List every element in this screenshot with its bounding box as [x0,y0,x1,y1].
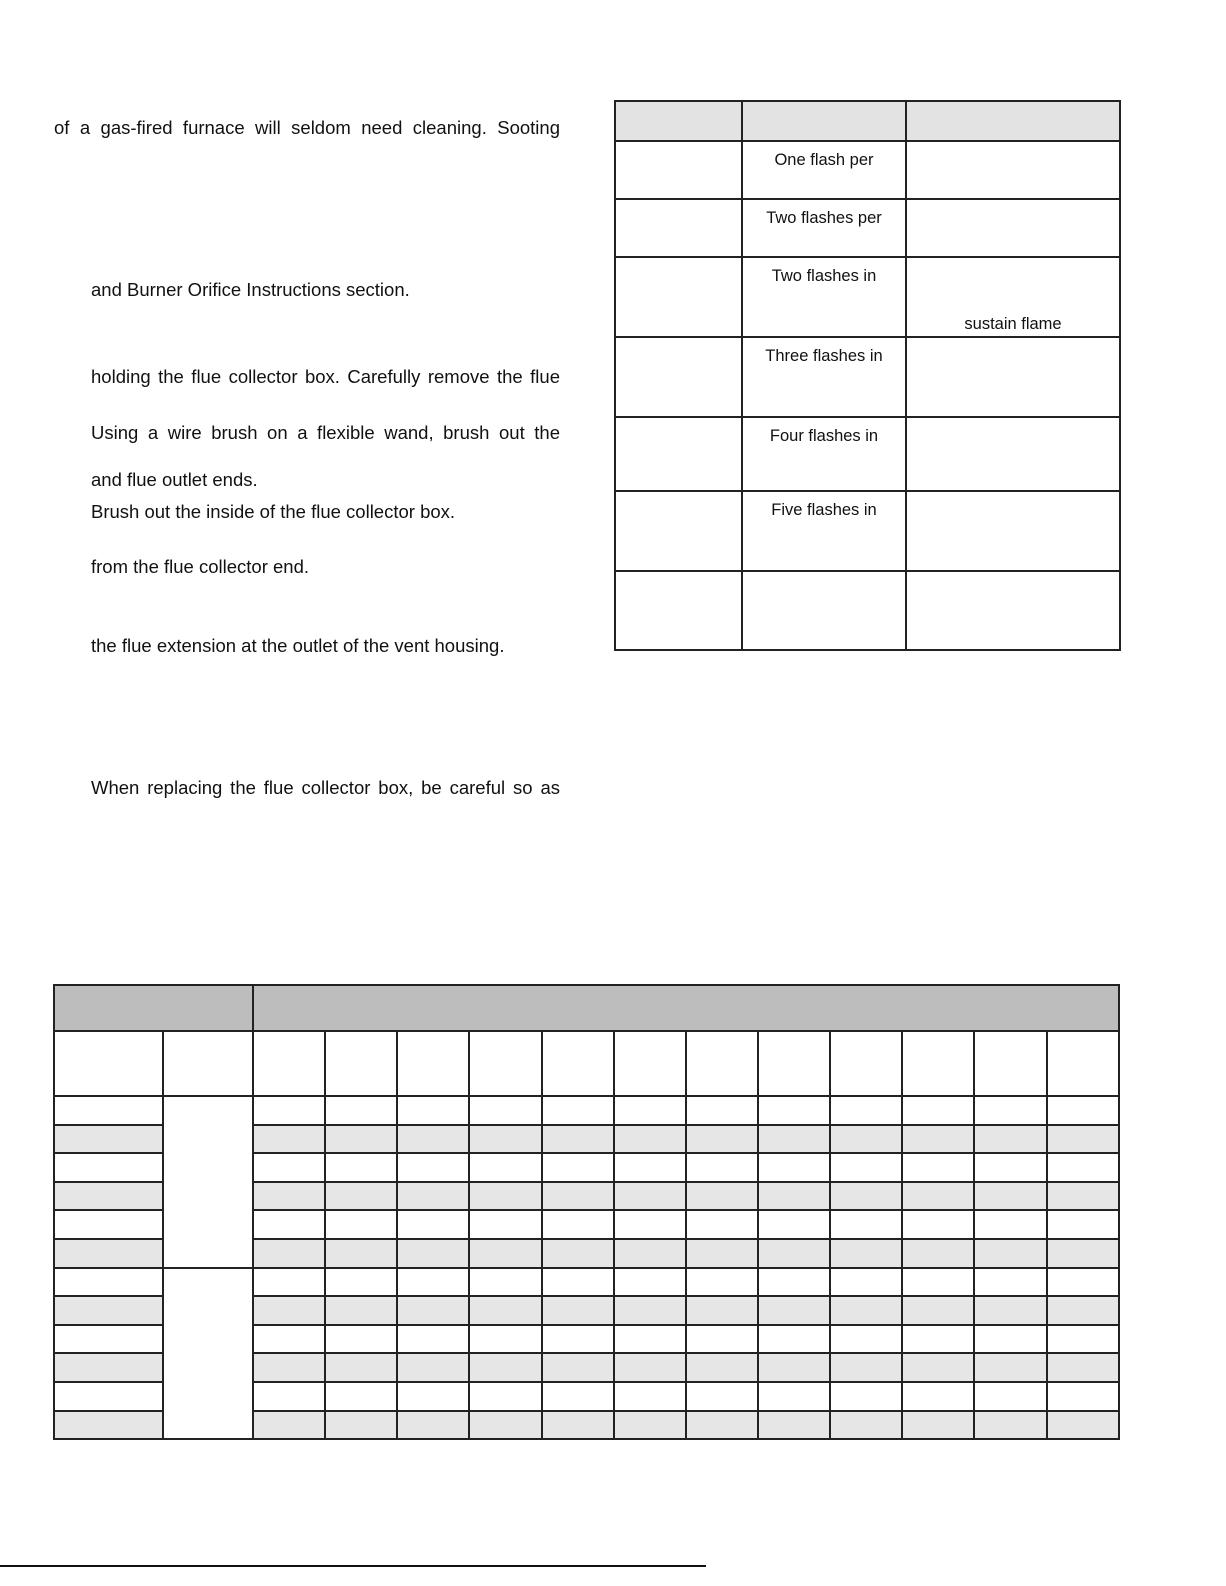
table-header-cell [54,985,253,1031]
table-cell [397,1182,469,1211]
table-cell [54,1239,163,1268]
table-cell [686,1353,758,1382]
table-cell [54,1353,163,1382]
body-text-line: holding the flue collector box. Carefully remove the flue [91,366,560,387]
table-cell [1047,1210,1119,1239]
table-subheader-row [54,1031,1119,1096]
table-cell [469,1210,542,1239]
table-subheader-cell [902,1031,974,1096]
table-cell [686,1325,758,1354]
table-header-cell [742,101,906,141]
table-cell [615,417,742,491]
table-cell [253,1153,325,1182]
table-cell [902,1353,974,1382]
table-cell [974,1239,1047,1268]
table-cell [974,1411,1047,1440]
table-cell [54,1382,163,1411]
orifice-grid-table [53,984,1120,1440]
table-cell [542,1210,614,1239]
table-header-cell [615,101,742,141]
table-cell [686,1153,758,1182]
table-cell [615,571,742,650]
table-cell [1047,1353,1119,1382]
table-subheader-cell [253,1031,325,1096]
table-cell [325,1239,397,1268]
table-row [615,141,1120,199]
table-cell [686,1096,758,1125]
table-cell [830,1125,902,1154]
table-cell [1047,1325,1119,1354]
table-cell [54,1411,163,1440]
table-cell [54,1268,163,1297]
table-cell [614,1239,686,1268]
table-cell [614,1210,686,1239]
table-cell [614,1382,686,1411]
table-cell [397,1153,469,1182]
table-cell [614,1353,686,1382]
table-cell [1047,1268,1119,1297]
table-cell [253,1096,325,1125]
table-cell [325,1210,397,1239]
body-text-line: and Burner Orifice Instructions section. [91,279,410,300]
table-cell [1047,1239,1119,1268]
table-cell [397,1411,469,1440]
table-cell [906,199,1120,257]
table-cell [758,1125,830,1154]
table-cell [54,1125,163,1154]
table-cell [469,1239,542,1268]
table-cell [325,1153,397,1182]
table-cell [906,417,1120,491]
table-cell [1047,1382,1119,1411]
table-cell [325,1268,397,1297]
table-cell [54,1096,163,1125]
table-cell [758,1239,830,1268]
table-cell [974,1153,1047,1182]
flash-code-text: Five flashes in [771,501,877,519]
table-cell [54,1153,163,1182]
table-cell [614,1411,686,1440]
diagnostic-flash-table [614,100,1121,651]
table-cell [830,1296,902,1325]
table-cell [758,1382,830,1411]
table-cell [469,1182,542,1211]
table-subheader-cell [830,1031,902,1096]
flash-code-text: Three flashes in [765,347,883,365]
footer-rule [0,1565,706,1567]
table-cell [325,1382,397,1411]
table-cell [758,1182,830,1211]
table-subheader-cell [614,1031,686,1096]
flash-code-cell [742,571,906,650]
table-cell [686,1239,758,1268]
table-cell [615,491,742,571]
table-cell [758,1268,830,1297]
table-cell [1047,1096,1119,1125]
table-header-row [54,985,1119,1031]
table-cell [686,1411,758,1440]
table-cell [902,1239,974,1268]
table-cell [758,1210,830,1239]
flash-code-cell [742,141,906,199]
body-text-line: from the flue collector end. [91,556,309,577]
table-row [615,337,1120,417]
table-cell [830,1182,902,1211]
table-cell [974,1382,1047,1411]
table-subheader-cell [163,1031,253,1096]
table-row [615,199,1120,257]
table-cell [325,1096,397,1125]
table-cell [469,1153,542,1182]
group-label-cell [163,1268,253,1440]
table-cell [830,1153,902,1182]
table-cell [325,1325,397,1354]
table-cell [614,1182,686,1211]
table-cell [542,1182,614,1211]
footer-text-fragment: — — — [706,1563,756,1571]
table-subheader-cell [54,1031,163,1096]
table-cell [469,1268,542,1297]
table-row [615,491,1120,571]
table-cell [54,1182,163,1211]
table-cell [686,1125,758,1154]
table-cell [325,1353,397,1382]
table-cell [54,1210,163,1239]
table-cell [902,1182,974,1211]
table-cell [758,1153,830,1182]
table-cell [469,1296,542,1325]
table-cell [469,1382,542,1411]
table-cell [974,1325,1047,1354]
table-cell [397,1325,469,1354]
table-cell [1047,1182,1119,1211]
table-cell [758,1096,830,1125]
table-row [615,417,1120,491]
table-cell [615,141,742,199]
table-header-cell [253,985,1119,1031]
table-header-cell [906,101,1120,141]
table-cell [615,257,742,337]
table-cell [906,141,1120,199]
table-cell [253,1182,325,1211]
table-cell [542,1382,614,1411]
table-cell [397,1268,469,1297]
table-cell [902,1382,974,1411]
flash-code-cell [742,199,906,257]
table-cell [830,1325,902,1354]
table-cell [469,1411,542,1440]
table-cell [253,1353,325,1382]
body-text-line: of a gas-fired furnace will seldom need cleaning. Sooting [54,117,560,138]
table-subheader-cell [974,1031,1047,1096]
table-cell [1047,1125,1119,1154]
table-subheader-cell [469,1031,542,1096]
table-cell [1047,1153,1119,1182]
table-cell [902,1268,974,1297]
table-cell [906,491,1120,571]
table-cell [906,571,1120,650]
flash-code-text: One flash per [774,151,874,169]
table-cell [253,1210,325,1239]
body-text-line: the flue extension at the outlet of the vent housing. [91,635,505,656]
table-cell [902,1325,974,1354]
table-cell [902,1153,974,1182]
table-cell [686,1382,758,1411]
flash-code-text [743,572,905,581]
table-cell [253,1325,325,1354]
table-cell [902,1411,974,1440]
flash-code-text: Two flashes in [771,267,877,285]
table-cell [974,1096,1047,1125]
flash-code-cell [742,257,906,337]
table-cell [830,1239,902,1268]
table-cell [325,1182,397,1211]
table-cell [906,337,1120,417]
table-subheader-cell [1047,1031,1119,1096]
table-cell [325,1296,397,1325]
table-subheader-cell [758,1031,830,1096]
flash-code-text: Four flashes in [769,427,879,445]
table-cell [253,1411,325,1440]
table-cell [902,1096,974,1125]
table-cell [397,1125,469,1154]
table-cell [974,1296,1047,1325]
body-text-line: and flue outlet ends. [91,469,258,490]
table-cell [614,1153,686,1182]
table-cell [469,1125,542,1154]
table-cell [397,1239,469,1268]
table-cell [686,1182,758,1211]
table-cell [830,1411,902,1440]
table-cell [830,1210,902,1239]
body-text-line: Using a wire brush on a flexible wand, brush out the [91,422,560,443]
table-cell [397,1353,469,1382]
table-cell [615,337,742,417]
body-text-line: When replacing the flue collector box, be careful so as [91,777,560,798]
table-cell [542,1125,614,1154]
table-cell [758,1411,830,1440]
table-cell [758,1353,830,1382]
table-row [54,1096,1119,1125]
flash-code-cell [742,337,906,417]
table-cell [325,1125,397,1154]
table-cell [830,1096,902,1125]
table-cell [542,1296,614,1325]
table-cell [469,1353,542,1382]
table-cell [758,1325,830,1354]
table-cell [542,1411,614,1440]
table-cell [54,1325,163,1354]
table-row [615,571,1120,650]
description-text: sustain flame [964,315,1062,333]
table-cell [253,1239,325,1268]
table-cell [902,1296,974,1325]
table-row [54,1268,1119,1297]
table-cell [397,1096,469,1125]
table-subheader-cell [397,1031,469,1096]
table-cell [686,1210,758,1239]
table-cell [397,1382,469,1411]
table-cell [614,1268,686,1297]
table-cell [542,1153,614,1182]
table-cell [686,1268,758,1297]
table-cell [542,1239,614,1268]
table-cell [974,1125,1047,1154]
table-cell [974,1353,1047,1382]
table-cell [830,1268,902,1297]
table-cell [615,199,742,257]
table-cell [397,1210,469,1239]
table-cell [469,1096,542,1125]
table-cell [253,1382,325,1411]
table-cell [253,1268,325,1297]
table-cell [974,1210,1047,1239]
table-subheader-cell [325,1031,397,1096]
table-header-row [615,101,1120,141]
table-cell [830,1382,902,1411]
table-subheader-cell [542,1031,614,1096]
table-cell [974,1182,1047,1211]
table-cell [830,1353,902,1382]
table-cell [614,1325,686,1354]
table-cell [54,1296,163,1325]
table-cell [253,1125,325,1154]
table-cell [614,1096,686,1125]
table-cell [974,1268,1047,1297]
table-cell [758,1296,830,1325]
table-cell [397,1296,469,1325]
table-cell [902,1125,974,1154]
table-cell [614,1125,686,1154]
group-label-cell [163,1096,253,1268]
table-subheader-cell [686,1031,758,1096]
table-cell [902,1210,974,1239]
flash-code-cell [742,417,906,491]
table-cell [906,257,1120,337]
table-cell [542,1268,614,1297]
flash-code-text: Two flashes per [766,209,882,227]
table-cell [1047,1296,1119,1325]
table-cell [686,1296,758,1325]
table-cell [542,1325,614,1354]
table-cell [614,1296,686,1325]
flash-code-cell [742,491,906,571]
table-cell [325,1411,397,1440]
body-text-line: Brush out the inside of the flue collector box. [91,501,456,522]
table-cell [1047,1411,1119,1440]
table-cell [542,1096,614,1125]
table-cell [469,1325,542,1354]
table-cell [253,1296,325,1325]
table-cell [542,1353,614,1382]
table-row [615,257,1120,337]
